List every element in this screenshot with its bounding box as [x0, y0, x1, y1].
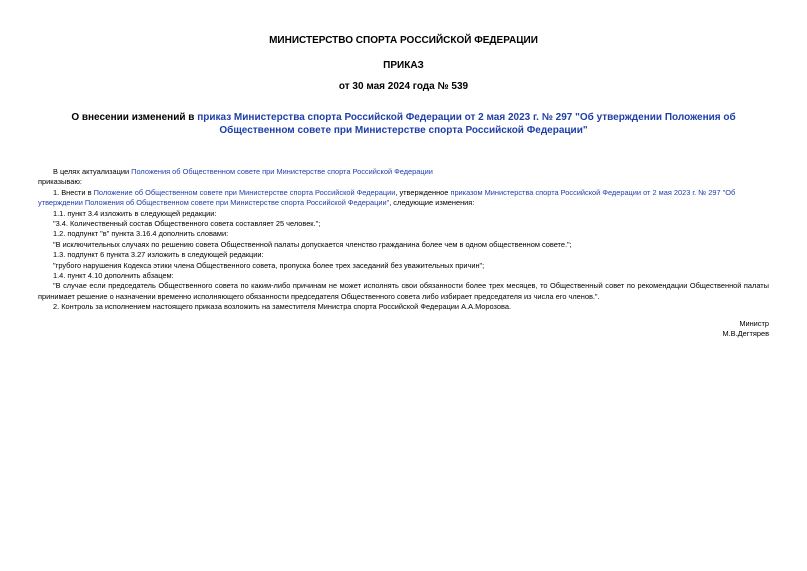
item-1-paragraph — [38, 188, 769, 209]
item-1-regulation-link[interactable]: Положение об Общественном совете при Министерстве спорта Российской Федерации — [93, 187, 396, 197]
date-number-heading: от 30 мая 2024 года № 539 — [338, 81, 469, 92]
subtitle-order-link[interactable]: приказ Министерства спорта Российской Федерации от 2 мая 2023 г. № 297 "Об утверждении Положения об Общественном совете при Министерстве спорта Российской Федерации" — [197, 112, 736, 136]
item-2: 2. Контроль за исполнением настоящего приказа возложить на заместителя Министра спорта Российской Федерации А.А.Морозова. — [53, 302, 511, 312]
item-1-4: 1.4. пункт 4.10 дополнить абзацем: — [53, 271, 174, 281]
item-1-1: 1.1. пункт 3.4 изложить в следующей редакции: — [53, 208, 217, 218]
item-1-mid: , утвержденное — [395, 187, 451, 197]
document-body — [38, 167, 769, 313]
order-word: приказываю: — [38, 177, 82, 187]
signature-position: Министр — [739, 318, 769, 328]
item-1-prefix: 1. Внести в — [53, 187, 94, 197]
quote-1: "3.4. Количественный состав Общественного совета составляет 25 человек."; — [53, 219, 321, 229]
quote-3: "грубого нарушения Кодекса этики члена Общественного совета, пропуска более трех заседаний без уважительных причин"; — [53, 260, 485, 270]
signature-name: М.В.Дегтярев — [722, 329, 769, 339]
item-1-2: 1.2. подпункт "в" пункта 3.16.4 дополнить словами: — [53, 229, 229, 239]
quote-4: "В случае если председатель Общественного совета по каким-либо причинам не может исполнять свои обязанности более трех месяцев, то Общественный совет по рекомендации Общественной палаты принимает решение о назначении временно исполняющего обязанности председателя Общественного совета либо избирает председателя из числа его членов.". — [38, 281, 769, 301]
document-subtitle — [58, 111, 749, 137]
intro-paragraph — [38, 167, 769, 177]
item-1-suffix: , следующие изменения: — [389, 198, 475, 208]
ministry-heading: МИНИСТЕРСТВО СПОРТА РОССИЙСКОЙ ФЕДЕРАЦИИ — [269, 35, 538, 46]
doc-type-heading: ПРИКАЗ — [383, 60, 424, 71]
intro-prefix: В целях актуализации — [53, 167, 132, 176]
quote-2: "В исключительных случаях по решению совета Общественной палаты допускается членство гражданина более чем в одном общественном совете."; — [53, 239, 572, 249]
item-1-3: 1.3. подпункт 6 пункта 3.27 изложить в следующей редакции: — [53, 250, 264, 260]
subtitle-prefix: О внесении изменений в — [71, 112, 198, 123]
signature-block — [38, 319, 769, 340]
item-1-order-link[interactable]: приказом Министерства спорта Российской Федерации от 2 мая 2023 г. № 297 "Об утверждении Положения об Общественном совете при Министерстве спорта Российской Федерации" — [38, 187, 736, 208]
intro-regulation-link[interactable]: Положения об Общественном совете при Министерстве спорта Российской Федерации — [131, 167, 433, 176]
